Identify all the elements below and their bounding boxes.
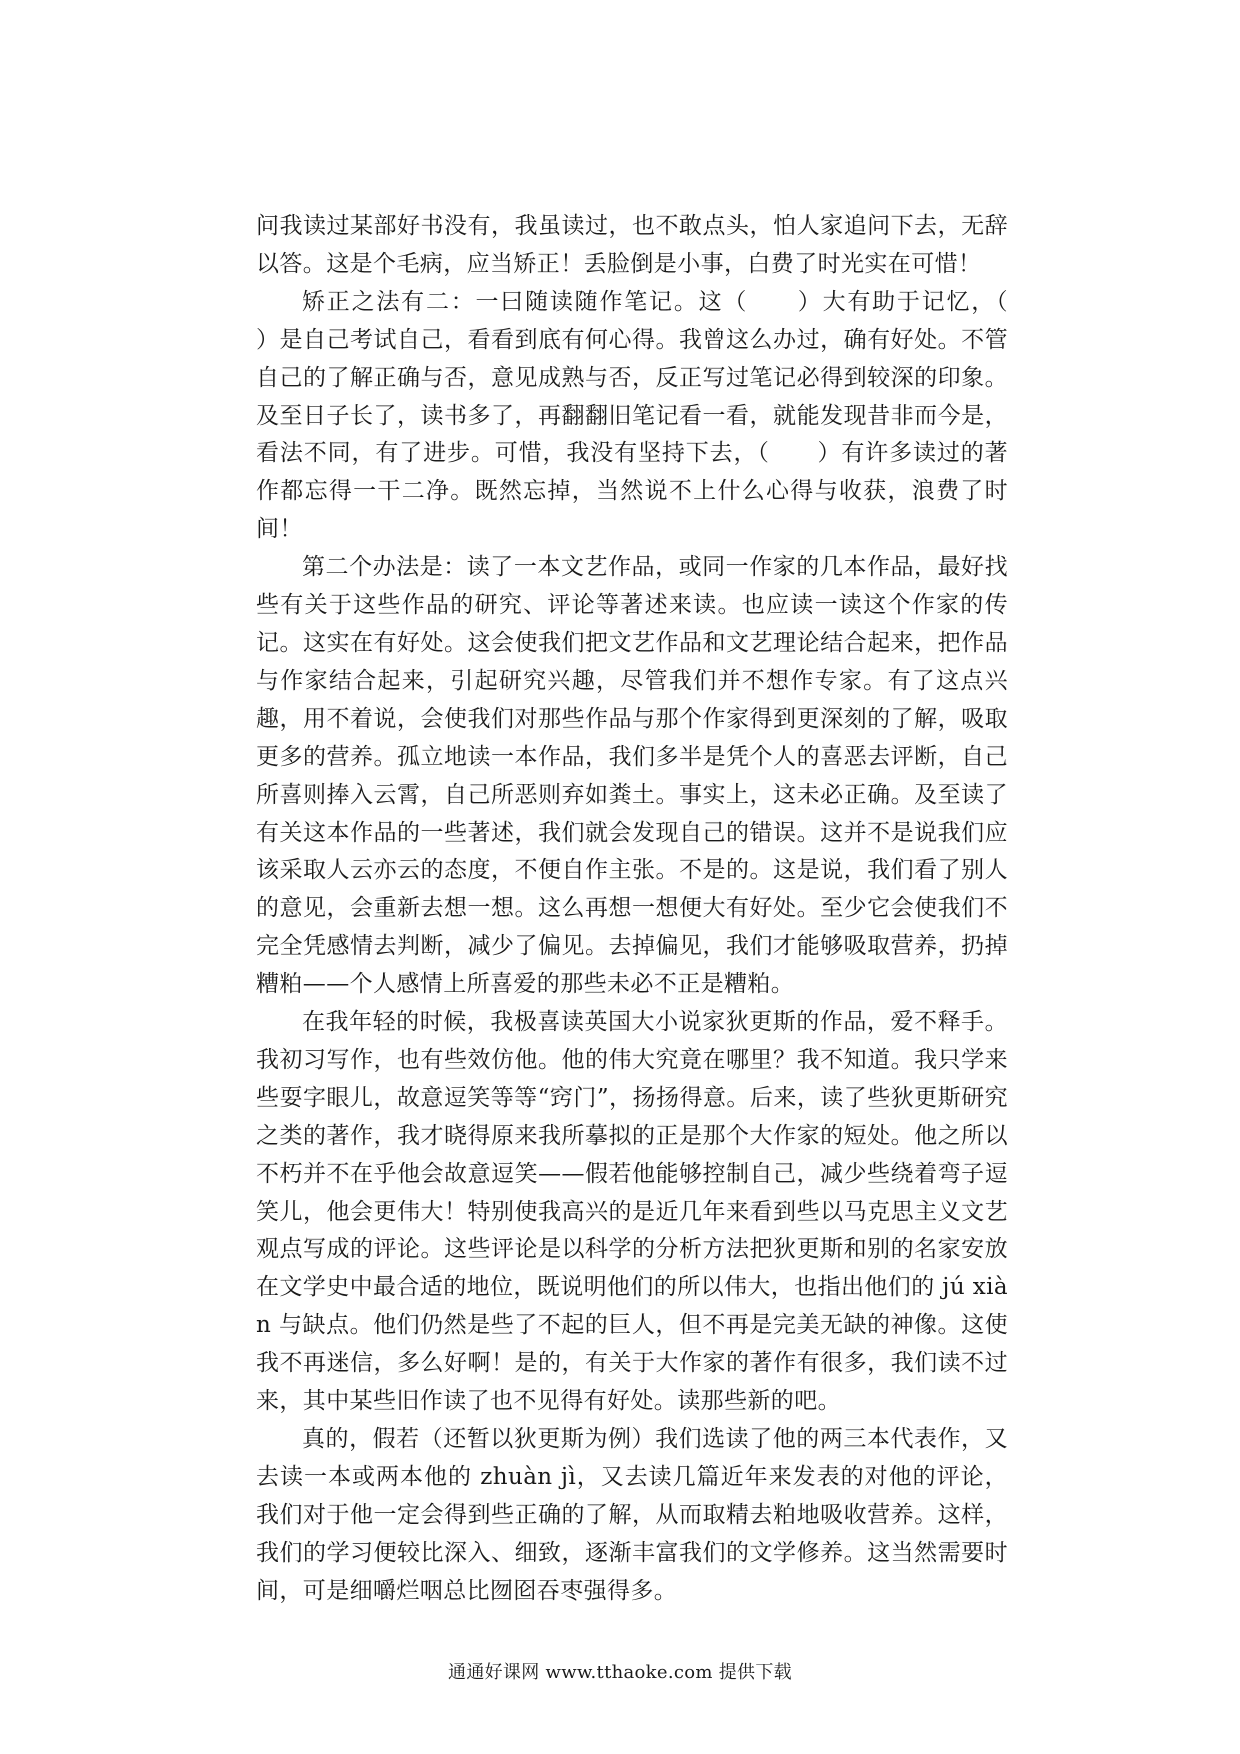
paragraph-3: 第二个办法是：读了一本文艺作品，或同一作家的几本作品，最好找些有关于这些作品的研究、评论等著述来读。也应读一读这个作家的传记。这实在有好处。这会使我们把文艺作品和文艺理论结合起来，把作品与作家结合起来，引起研究兴趣，尽管我们并不想作专家。有了这点兴趣，用不着说，会使我们对那些作品与那个作家得到更深刻的了解，吸取更多的营养。孤立地读一本作品，我们多半是凭个人的喜恶去评断，自己所喜则捧入云霄，自己所恶则弃如粪土。事实上，这未必正确。及至读了有关这本作品的一些著述，我们就会发现自己的错误。这并不是说我们应该采取人云亦云的态度，不便自作主张。不是的。这是说，我们看了别人的意见，会重新去想一想。这么再想一想便大有好处。至少它会使我们不完全凭感情去判断，减少了偏见。去掉偏见，我们才能够吸取营养，扔掉糟粕——个人感情上所喜爱的那些未必不正是糟粕。	[256, 554, 1008, 998]
paragraph-4: 在我年轻的时候，我极喜读英国大小说家狄更斯的作品，爱不释手。我初习写作，也有些效仿他。他的伟大究竟在哪里？我不知道。我只学来些耍字眼儿，故意逗笑等等“窍门”，扬扬得意。后来，读了些狄更斯研究之类的著作，我才晓得原来我所摹拟的正是那个大作家的短处。他之所以不朽并不在乎他会故意逗笑——假若他能够控制自己，减少些绕着弯子逗笑儿，他会更伟大！特别使我高兴的是近几年来看到些以马克思主义文艺观点写成的评论。这些评论是以科学的分析方法把狄更斯和别的名家安放在文学史中最合适的地位，既说明他们的所以伟大，也指出他们的 jú xiàn 与缺点。他们仍然是些了不起的巨人，但不再是完美无缺的神像。这使我不再迷信，多么好啊！是的，有关于大作家的著作有很多，我们读不过来，其中某些旧作读了也不见得有好处。读那些新的吧。	[256, 1009, 1009, 1415]
paragraph-1: 问我读过某部好书没有，我虽读过，也不敢点头，怕人家追问下去，无辞以答。这是个毛病，应当矫正！丢脸倒是小事，白费了时光实在可惜！	[256, 213, 1008, 277]
paragraph-2: 矫正之法有二：一曰随读随作笔记。这（ ）大有助于记忆，（ ）是自己考试自己，看看到底有何心得。我曾这么办过，确有好处。不管自己的了解正确与否，意见成熟与否，反正写过笔记必得到较深的印象。及至日子长了，读书多了，再翻翻旧笔记看一看，就能发现昔非而今是，看法不同，有了进步。可惜，我没有坚持下去，（ ）有许多读过的著作都忘得一干二净。既然忘掉，当然说不上什么心得与收获，浪费了时间！	[256, 288, 1055, 543]
paragraph-5: 真的，假若（还暂以狄更斯为例）我们选读了他的两三本代表作，又去读一本或两本他的 zhuàn jì，又去读几篇近年来发表的对他的评论，我们对于他一定会得到些正确的了解，从而取精去粕地吸收营养。这样，我们的学习便较比深入、细致，逐渐丰富我们的文学修养。这当然需要时间，可是细嚼烂咽总比囫囵吞枣强得多。	[256, 1426, 1008, 1604]
page-footer: 通通好课网 www.tthaoke.com 提供下载	[448, 1662, 792, 1683]
document-body	[256, 208, 1055, 1611]
